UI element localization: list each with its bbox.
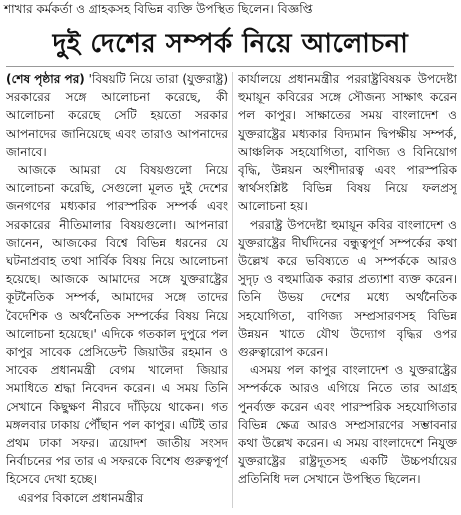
article-column-right xyxy=(238,70,457,510)
paragraph: পররাষ্ট্র উপদেষ্টা হুমায়ূন কবির বাংলাদেশ ও যুক্তরাষ্ট্রের দীর্ঘদিনের বন্ধুত্বপূর্ণ সম্পর্কের কথা উল্লেখ করে ভবিষ্যতে এ সম্পর্ককে আরও সুদৃঢ় ও বহুমাত্রিক করার প্রত্যাশা ব্যক্ত করেন। তিনি উভয় দেশের মধ্যে অর্থনৈতিক সহযোগিতা, বাণিজ্য সম্প্রসারণসহ বিভিন্ন উন্নয়ন খাতে যৌথ উদ্যোগ বৃদ্ধির ওপর গুরুত্বারোপ করেন। xyxy=(238,217,457,360)
paragraph: এরপর বিকালে প্রধানমন্ত্রীর xyxy=(18,490,144,505)
article-headline: দুই দেশের সম্পর্ক নিয়ে আলোচনা xyxy=(52,29,409,59)
paragraph: আজকে আমরা যে বিষয়গুলো নিয়ে আলোচনা করেছি, সেগুলো মূলত দুই দেশের জনগণের মধ্যকার পারস্পরিক সম্পর্ক এবং সরকারের নীতিমালার বিষয়গুলো। আপনারা জানেন, আজকের বিশ্বে বিভিন্ন ধরনের যে ঘটনাপ্রবাহ তথা সার্বিক বিষয় নিয়ে আলোচনা হয়েছে। আজকে আমাদের সঙ্গে যুক্তরাষ্ট্রের কূটনৈতিক সম্পর্ক, আমাদের সঙ্গে তাদের বৈদেশিক ও অর্থনৈতিক সম্পর্কের বিষয় নিয়ে আলোচনা হয়েছে।' এদিকে গতকাল দুপুরে পল কাপুর সাবেক প্রেসিডেন্ট জিয়াউর রহমান ও সাবেক প্রধানমন্ত্রী বেগম খালেদা জিয়ার সমাধিতে শ্রদ্ধা নিবেদন করেন। এ সময় তিনি সেখানে কিছুক্ষণ নীরবে দাঁড়িয়ে থাকেন। গত মঙ্গলবার ঢাকায় পৌঁছান পল কাপুর। এটিই তার প্রথম ঢাকা সফর। ত্রয়োদশ জাতীয় সংসদ নির্বাচনের পর তার এ সফরকে বিশেষ গুরুত্বপূর্ণ হিসেবে দেখা হচ্ছে। xyxy=(6,163,228,487)
continuation-marker: (শেষ পৃষ্ঠার পর) xyxy=(6,72,85,86)
paragraph: কার্যালয়ে প্রধানমন্ত্রীর পররাষ্ট্রবিষয়ক উপদেষ্টা হুমায়ূন কবিরের সঙ্গে সৌজন্য সাক্ষাৎ করেন পল কাপুর। সাক্ষাতের সময় বাংলাদেশ ও যুক্তরাষ্ট্রের মধ্যকার বিদ্যমান দ্বিপক্ষীয় সম্পর্ক, আঞ্চলিক সহযোগিতা, বাণিজ্য ও বিনিয়োগ বৃদ্ধি, উন্নয়ন অংশীদারত্ব এবং পারস্পরিক স্বার্থসংশ্লিষ্ট বিভিন্ন বিষয় নিয়ে ফলপ্রসূ আলোচনা হয়। xyxy=(238,72,457,214)
paragraph xyxy=(6,70,228,161)
column-divider xyxy=(232,72,233,508)
previous-article-tail: শাখার কর্মকর্তা ও গ্রাহকসহ বিভিন্ন ব্যক্তি উপস্থিত ছিলেন। বিজ্ঞপ্তি xyxy=(4,2,313,16)
paragraph-text: 'বিষয়টি নিয়ে তারা (যুক্তরাষ্ট্র) সরকারের সঙ্গে আলোচনা করেছে, কী আলোচনা করেছে সেটি হয়তো সরকার আপনাদের জানিয়েছে এবং তারাও আপনাদের জানাবে। xyxy=(6,72,228,159)
paragraph: এসময় পল কাপুর বাংলাদেশ ও যুক্তরাষ্ট্রের সম্পর্ককে আরও এগিয়ে নিতে তার আগ্রহ পুনর্ব্যক্ত করেন এবং পারস্পরিক সহযোগিতার বিভিন্ন ক্ষেত্র আরও সম্প্রসারণের সম্ভাবনার কথা উল্লেখ করেন। এ সময় বাংলাদেশে নিযুক্ত যুক্তরাষ্ট্রের রাষ্ট্রদূতসহ একটি উচ্চপর্যায়ের প্রতিনিধি দল সেখানে উপস্থিত ছিলেন। xyxy=(238,363,457,487)
article-column-left xyxy=(6,70,228,510)
headline-rule xyxy=(6,66,454,67)
